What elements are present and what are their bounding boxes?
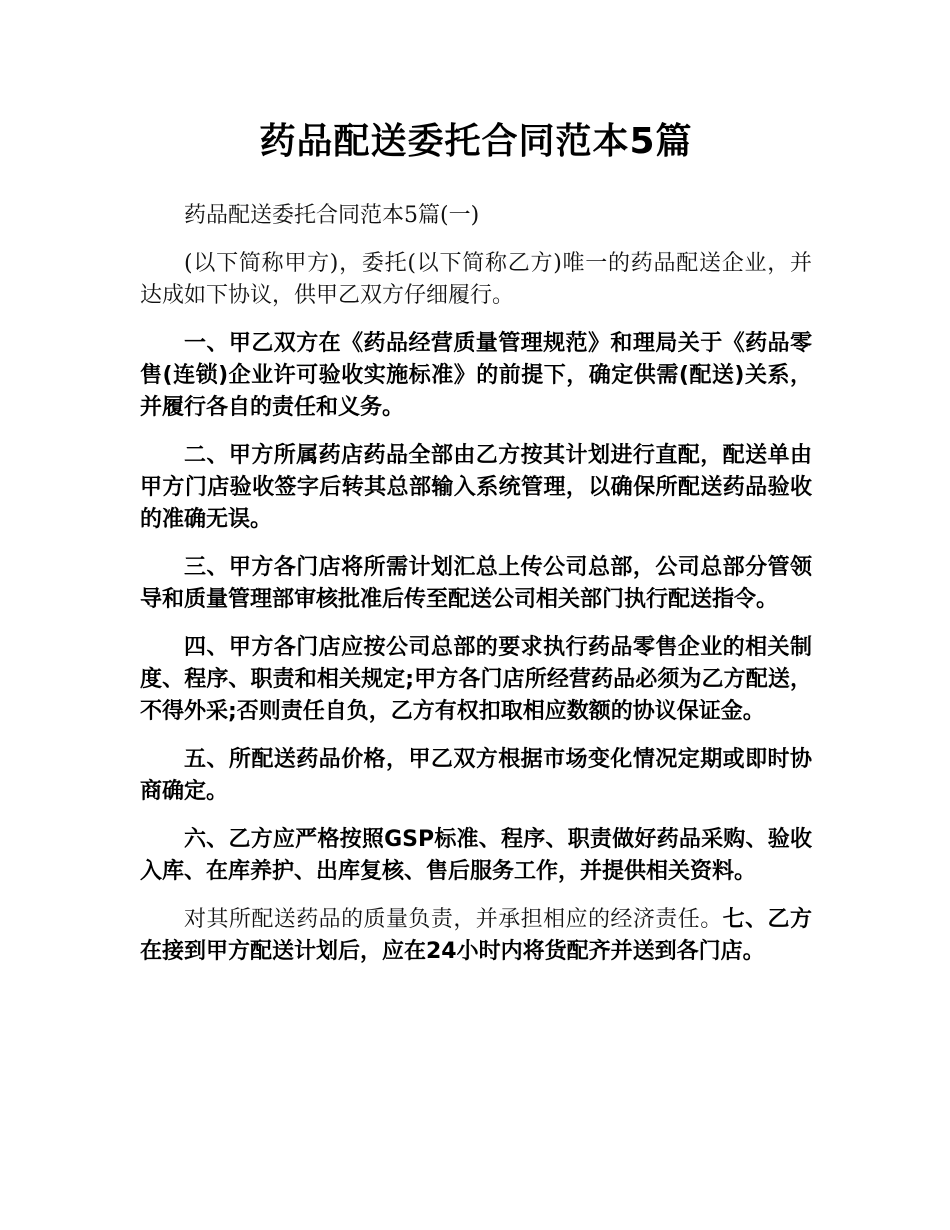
document-subtitle: 药品配送委托合同范本5篇(一)	[184, 203, 480, 228]
document-title: 药品配送委托合同范本5篇	[259, 121, 693, 162]
clause-3: 三、甲方各门店将所需计划汇总上传公司总部，公司总部分管领导和质量管理部审核批准后传至配送公司相关部门执行配送指令。	[140, 555, 812, 612]
final-paragraph-lead: 对其所配送药品的质量负责，并承担相应的经济责任。	[184, 907, 723, 932]
document-body	[140, 200, 812, 984]
clause-6: 六、乙方应严格按照GSP标准、程序、职责做好药品采购、验收入库、在库养护、出库复核、售后服务工作，并提供相关资料。	[140, 827, 812, 884]
clause-1: 一、甲乙双方在《药品经营质量管理规范》和理局关于《药品零售(连锁)企业许可验收实施标准》的前提下，确定供需(配送)关系，并履行各自的责任和义务。	[140, 331, 812, 420]
clause-2: 二、甲方所属药店药品全部由乙方按其计划进行直配，配送单由甲方门店验收签字后转其总部输入系统管理，以确保所配送药品验收的准确无误。	[140, 443, 812, 532]
final-paragraph	[140, 904, 812, 968]
clause-5: 五、所配送药品价格，甲乙双方根据市场变化情况定期或即时协商确定。	[140, 747, 812, 804]
intro-paragraph: (以下简称甲方)，委托(以下简称乙方)唯一的药品配送企业，并达成如下协议，供甲乙双方仔细履行。	[140, 251, 812, 308]
clause-7: 七、乙方在接到甲方配送计划后，应在24小时内将货配齐并送到各门店。	[140, 907, 812, 964]
clause-4: 四、甲方各门店应按公司总部的要求执行药品零售企业的相关制度、程序、职责和相关规定;甲方各门店所经营药品必须为乙方配送，不得外采;否则责任自负，乙方有权扣取相应数额的协议保证金。	[140, 635, 812, 724]
